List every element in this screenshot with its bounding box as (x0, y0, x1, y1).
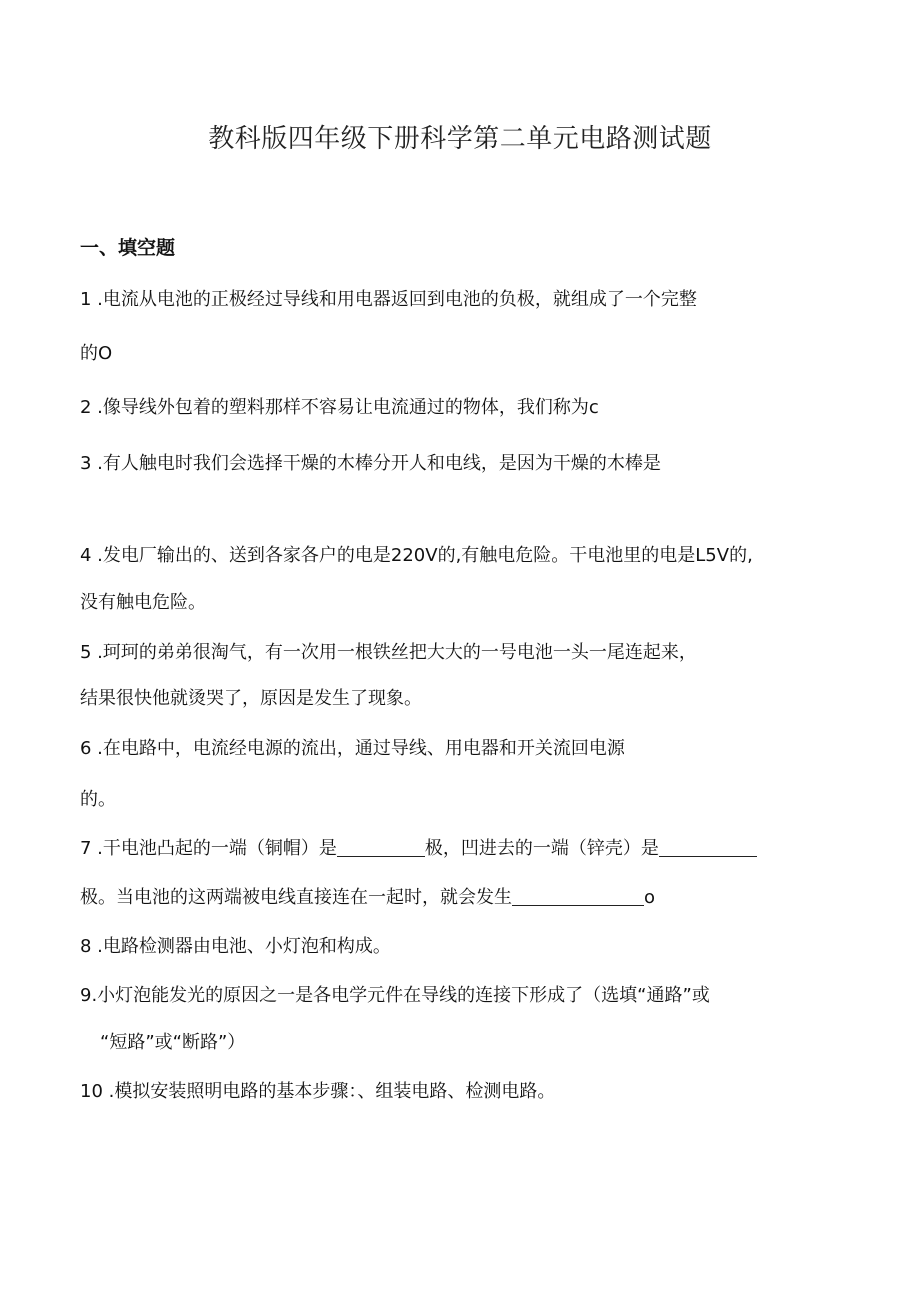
question-7-text-d: o (644, 887, 656, 908)
section-heading: 一、填空题 (80, 237, 176, 259)
question-5-line-2: 结果很快他就烫哭了，原因是发生了现象。 (80, 688, 422, 709)
question-8: 8 .电路检测器由电池、小灯泡和构成。 (80, 936, 391, 957)
question-9-line-1: 9.小灯泡能发光的原因之一是各电学元件在导线的连接下形成了（选填“通路”或 (80, 985, 710, 1006)
question-3: 3 .有人触电时我们会选择干燥的木棒分开人和电线，是因为干燥的木棒是 (80, 453, 661, 474)
answer-blank[interactable] (512, 885, 644, 906)
question-10: 10 .模拟安装照明电路的基本步骤：、组装电路、检测电路。 (80, 1081, 556, 1102)
question-5-line-1: 5 .珂珂的弟弟很淘气，有一次用一根铁丝把大大的一号电池一头一尾连起来， (80, 642, 697, 663)
question-9-line-2: “短路”或“断路”） (100, 1032, 246, 1053)
question-6-line-2: 的。 (80, 789, 116, 810)
question-2: 2 .像导线外包着的塑料那样不容易让电流通过的物体，我们称为c (80, 397, 599, 418)
question-6-line-1: 6 .在电路中，电流经电源的流出，通过导线、用电器和开关流回电源 (80, 738, 625, 759)
question-1-line-1: 1 .电流从电池的正极经过导线和用电器返回到电池的负极，就组成了一个完整 (80, 289, 697, 310)
question-4-line-2: 没有触电危险。 (80, 592, 206, 613)
answer-blank[interactable] (337, 836, 425, 857)
question-7-line-1 (80, 836, 757, 862)
question-1-line-2: 的O (80, 343, 113, 364)
question-7-text-b: 极，凹进去的一端（锌壳）是 (424, 838, 659, 859)
question-7-text-a: 7 .干电池凸起的一端（铜帽）是 (80, 838, 337, 859)
question-7-text-c: 极。当电池的这两端被电线直接连在一起时，就会发生 (80, 887, 512, 908)
answer-blank[interactable] (659, 836, 757, 857)
question-4-line-1: 4 .发电厂输出的、送到各家各户的电是220V的,有触电危险。干电池里的电是L5V的, (80, 545, 753, 566)
page-title: 教科版四年级下册科学第二单元电路测试题 (208, 124, 712, 154)
question-7-line-2 (80, 885, 655, 911)
